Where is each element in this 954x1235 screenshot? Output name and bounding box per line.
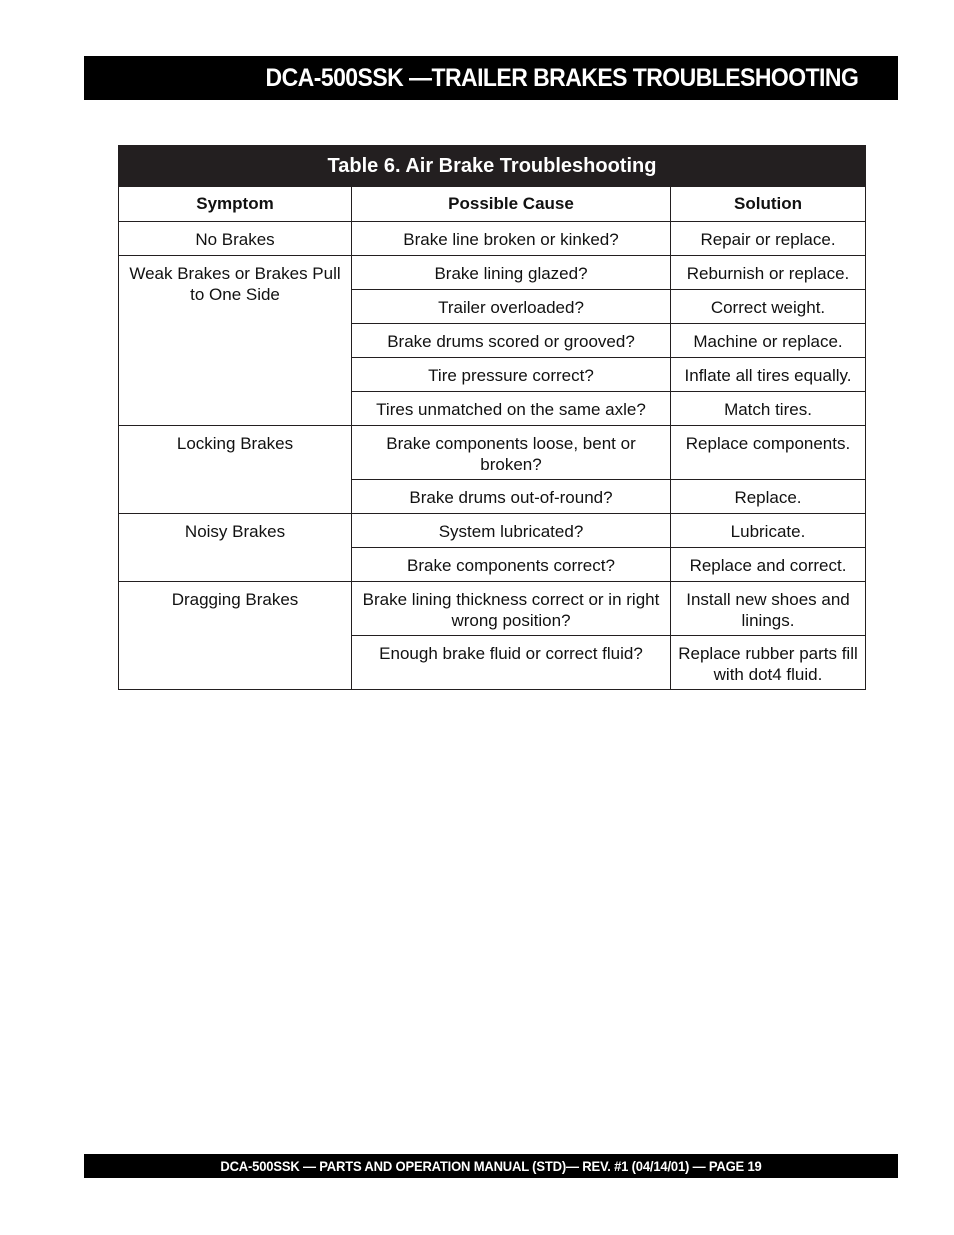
possible-cause-cell: Brake components correct? [352, 548, 671, 582]
column-header-symptom: Symptom [119, 187, 352, 222]
solution-cell: Replace and correct. [671, 548, 866, 582]
page-header-bar [84, 56, 898, 100]
solution-cell: Reburnish or replace. [671, 256, 866, 290]
column-header-possible-cause: Possible Cause [352, 187, 671, 222]
solution-cell: Repair or replace. [671, 222, 866, 256]
table-body [119, 222, 866, 690]
possible-cause-cell: Brake lining thickness correct or in right wrong position? [352, 582, 671, 636]
symptom-cell: Dragging Brakes [119, 582, 352, 690]
solution-cell: Replace. [671, 480, 866, 514]
solution-cell: Match tires. [671, 392, 866, 426]
possible-cause-cell: Enough brake fluid or correct fluid? [352, 636, 671, 690]
possible-cause-cell: Brake drums scored or grooved? [352, 324, 671, 358]
page-footer-bar [84, 1154, 898, 1178]
solution-cell: Replace components. [671, 426, 866, 480]
solution-cell: Machine or replace. [671, 324, 866, 358]
table-row [119, 256, 866, 290]
table-row [119, 514, 866, 548]
column-header-solution: Solution [671, 187, 866, 222]
possible-cause-cell: Tire pressure correct? [352, 358, 671, 392]
page-title: DCA-500SSK —TRAILER BRAKES TROUBLESHOOTING [265, 63, 858, 92]
possible-cause-cell: Brake lining glazed? [352, 256, 671, 290]
symptom-cell: Weak Brakes or Brakes Pull to One Side [119, 256, 352, 426]
page-footer-text: DCA-500SSK — PARTS AND OPERATION MANUAL (STD)— REV. #1 (04/14/01) — PAGE 19 [220, 1158, 762, 1174]
possible-cause-cell: Brake drums out-of-round? [352, 480, 671, 514]
solution-cell: Lubricate. [671, 514, 866, 548]
troubleshooting-table [118, 145, 866, 690]
table-caption: Table 6. Air Brake Troubleshooting [119, 146, 866, 187]
table-row [119, 426, 866, 480]
solution-cell: Replace rubber parts fill with dot4 fluid. [671, 636, 866, 690]
possible-cause-cell: Trailer overloaded? [352, 290, 671, 324]
table-header-row [119, 187, 866, 222]
table-row [119, 582, 866, 636]
symptom-cell: Locking Brakes [119, 426, 352, 514]
solution-cell: Inflate all tires equally. [671, 358, 866, 392]
possible-cause-cell: Tires unmatched on the same axle? [352, 392, 671, 426]
possible-cause-cell: Brake line broken or kinked? [352, 222, 671, 256]
possible-cause-cell: Brake components loose, bent or broken? [352, 426, 671, 480]
solution-cell: Correct weight. [671, 290, 866, 324]
solution-cell: Install new shoes and linings. [671, 582, 866, 636]
symptom-cell: Noisy Brakes [119, 514, 352, 582]
possible-cause-cell: System lubricated? [352, 514, 671, 548]
symptom-cell: No Brakes [119, 222, 352, 256]
table-row [119, 222, 866, 256]
troubleshooting-table-wrapper [118, 145, 865, 690]
